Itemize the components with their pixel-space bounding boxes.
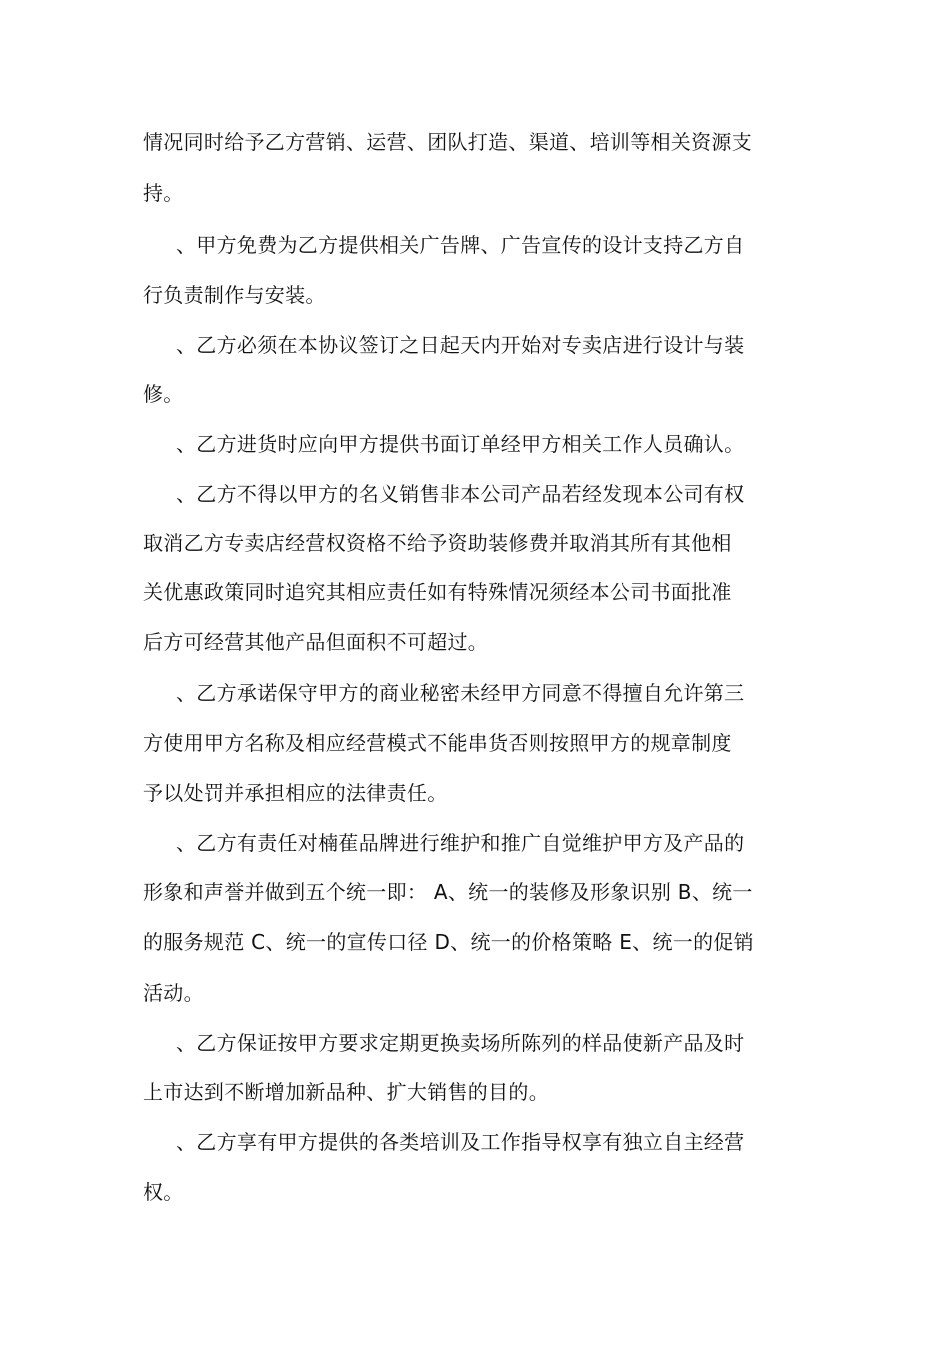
text-line: 、乙方进货时应向甲方提供书面订单经甲方相关工作人员确认。 [176,432,745,456]
text-line: 关优惠政策同时追究其相应责任如有特殊情况须经本公司书面批准 [143,580,732,604]
text-line: 活动。 [143,981,204,1005]
text-line: 、乙方享有甲方提供的各类培训及工作指导权享有独立自主经营 [176,1130,745,1154]
text-line: 予以处罚并承担相应的法律责任。 [143,781,448,805]
text-line: 形象和声誉并做到五个统一即： A、统一的装修及形象识别 B、统一 [143,880,753,904]
text-line: 方使用甲方名称及相应经营模式不能串货否则按照甲方的规章制度 [143,731,732,755]
text-line: 、甲方免费为乙方提供相关广告牌、广告宣传的设计支持乙方自 [176,233,745,257]
text-line: 后方可经营其他产品但面积不可超过。 [143,630,489,654]
text-line: 、乙方不得以甲方的名义销售非本公司产品若经发现本公司有权 [176,482,745,506]
text-line: 情况同时给予乙方营销、运营、团队打造、渠道、培训等相关资源支 [143,130,752,154]
text-line: 、乙方有责任对楠萑品牌进行维护和推广自觉维护甲方及产品的 [176,831,745,855]
text-line: 、乙方必须在本协议签订之日起天内开始对专卖店进行设计与装 [176,333,745,357]
text-line: 权。 [143,1180,184,1204]
text-line: 修。 [143,382,184,406]
text-line: 、乙方保证按甲方要求定期更换卖场所陈列的样品使新产品及时 [176,1031,745,1055]
text-line: 、乙方承诺保守甲方的商业秘密未经甲方同意不得擅自允许第三 [176,681,745,705]
text-line: 上市达到不断增加新品种、扩大销售的目的。 [143,1080,549,1104]
text-line: 的服务规范 C、统一的宣传口径 D、统一的价格策略 E、统一的促销 [143,930,754,954]
text-line: 行负责制作与安装。 [143,283,326,307]
text-line: 取消乙方专卖店经营权资格不给予资助装修费并取消其所有其他相 [143,531,732,555]
text-line: 持。 [143,181,184,205]
